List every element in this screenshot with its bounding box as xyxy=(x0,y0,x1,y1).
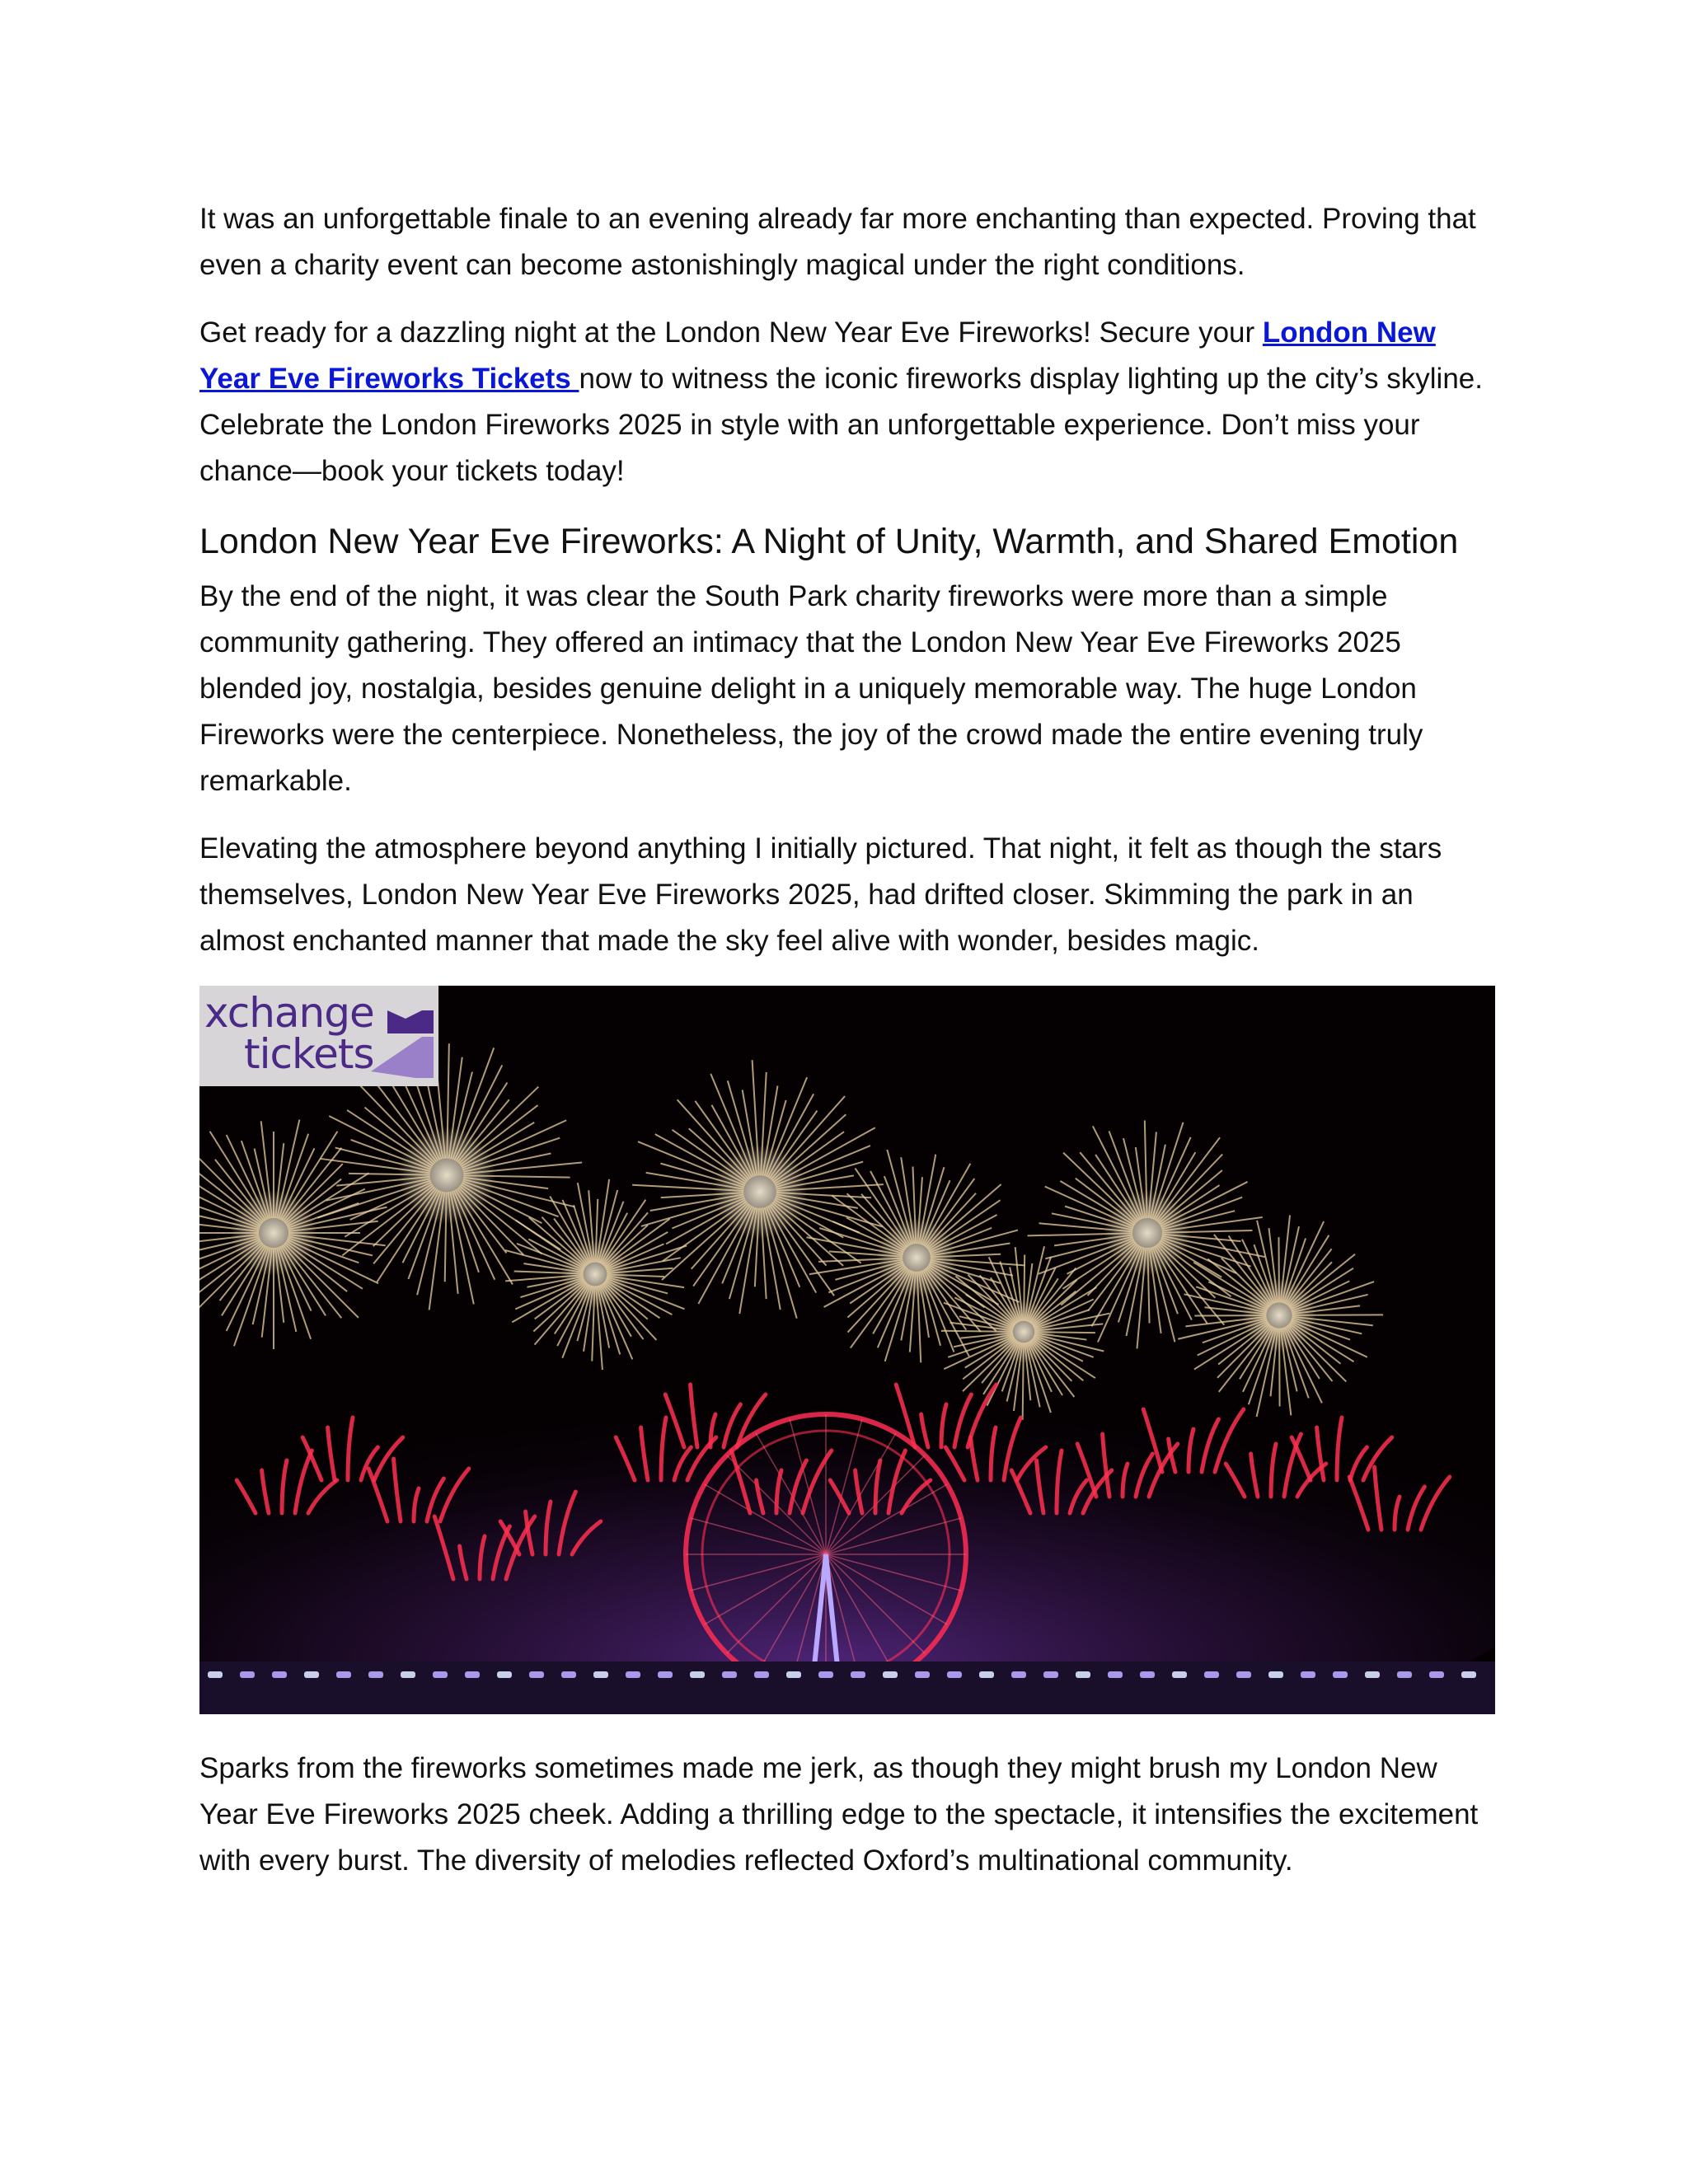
light xyxy=(722,1671,737,1678)
light xyxy=(433,1671,448,1678)
fireworks-photo xyxy=(199,986,1495,1714)
light xyxy=(401,1671,415,1678)
xchange-tickets-logo xyxy=(199,986,438,1086)
light xyxy=(1011,1671,1026,1678)
riverbank xyxy=(199,1661,1495,1714)
tickets-link[interactable]: London New Year Eve Fireworks Tickets xyxy=(199,316,1436,395)
ticket-icon xyxy=(199,986,438,1086)
light xyxy=(272,1671,287,1678)
paragraph-4: Elevating the atmosphere beyond anything I initially pictured. That night, it felt as though the stars themselves, London New Year Eve Fireworks 2025, had drifted closer. Skimming the park in an almost enchanted manner that made the sky feel alive with wonder, besides magic. xyxy=(199,832,1442,957)
logo-text-line2: tickets xyxy=(244,1030,374,1078)
paragraph-5: Sparks from the fireworks sometimes made me jerk, as though they might brush my London New Year Eve Fireworks 2025 cheek. Adding a thrilling edge to the spectacle, it intensifies the excitement with every burst. The diversity of melodies reflected Oxford’s multinational community. xyxy=(199,1752,1479,1877)
light xyxy=(690,1671,705,1678)
light xyxy=(1140,1671,1155,1678)
paragraph-2-text-start: Get ready for a dazzling night at the London New Year Eve Fireworks! Secure your xyxy=(199,316,1263,349)
light xyxy=(561,1671,576,1678)
light xyxy=(465,1671,480,1678)
light xyxy=(1429,1671,1444,1678)
logo-text-line1: xchange xyxy=(204,989,374,1037)
light xyxy=(1365,1671,1380,1678)
light xyxy=(786,1671,801,1678)
light xyxy=(626,1671,640,1678)
light xyxy=(1461,1671,1476,1678)
light xyxy=(1301,1671,1315,1678)
document-content xyxy=(199,196,1495,1905)
light xyxy=(240,1671,255,1678)
light xyxy=(497,1671,512,1678)
light xyxy=(1172,1671,1187,1678)
section-heading: London New Year Eve Fireworks: A Night of Unity, Warmth, and Shared Emotion xyxy=(199,522,1459,561)
light xyxy=(368,1671,383,1678)
light xyxy=(208,1671,223,1678)
light xyxy=(336,1671,351,1678)
light xyxy=(915,1671,930,1678)
light xyxy=(818,1671,833,1678)
light xyxy=(658,1671,673,1678)
light xyxy=(304,1671,319,1678)
light xyxy=(1076,1671,1090,1678)
light xyxy=(851,1671,865,1678)
light xyxy=(593,1671,608,1678)
light xyxy=(1108,1671,1123,1678)
light xyxy=(1268,1671,1283,1678)
light xyxy=(1397,1671,1412,1678)
light xyxy=(1333,1671,1348,1678)
paragraph-3: By the end of the night, it was clear the South Park charity fireworks were more than a simple community gathering. They offered an intimacy that the London New Year Eve Fireworks 2025 blended joy, nostalgia, besides genuine delight in a uniquely memorable way. The huge London Fireworks were the centerpiece. Nonetheless, the joy of the crowd made the entire evening truly remarkable. xyxy=(199,580,1423,797)
light xyxy=(979,1671,994,1678)
paragraph-2-text-end: now to witness the iconic fireworks display lighting up the city’s skyline. Celebrate the London Fireworks 2025 in style with an unforgettable experience. Don’t miss your chance—book your tickets today! xyxy=(199,363,1483,487)
light xyxy=(529,1671,544,1678)
light xyxy=(1204,1671,1219,1678)
light xyxy=(1236,1671,1251,1678)
light xyxy=(754,1671,769,1678)
light xyxy=(947,1671,962,1678)
fireworks-illustration xyxy=(199,986,1495,1714)
paragraph-1: It was an unforgettable finale to an evening already far more enchanting than expected. Proving that even a charity event can become astonishingly magical under the right conditions. xyxy=(199,203,1476,281)
light xyxy=(1043,1671,1058,1678)
paragraph-2 xyxy=(199,310,1495,494)
light xyxy=(883,1671,898,1678)
